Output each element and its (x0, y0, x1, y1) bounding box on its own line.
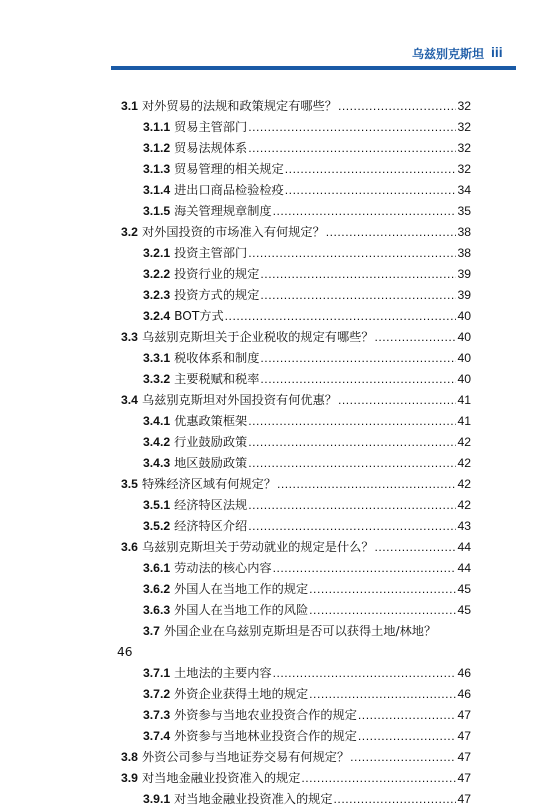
toc-entry-title: 投资行业的规定 (174, 267, 260, 281)
toc-entry-page: 40 (457, 372, 471, 386)
toc-entry-page: 41 (457, 393, 471, 407)
toc-entry-label (121, 96, 337, 117)
toc-entry-number: 3.2.1 (143, 246, 171, 260)
toc-entry-number: 3.7.1 (143, 666, 171, 680)
toc-leader-dots (277, 474, 456, 495)
toc-entry-title: 进出口商品检验检疫 (174, 183, 284, 197)
toc-entry-label (121, 474, 276, 495)
toc-entry-number: 3.7.4 (143, 729, 171, 743)
toc-entry-label (143, 558, 272, 579)
toc-entry[interactable] (121, 117, 471, 138)
toc-entry-page: 46 (457, 687, 471, 701)
toc-entry-label (143, 306, 224, 327)
toc-entry[interactable] (121, 222, 471, 243)
toc-leader-dots (248, 243, 456, 264)
toc-leader-dots (334, 789, 457, 810)
toc-entry-title: 税收体系和制度 (174, 351, 260, 365)
toc-entry-number: 3.4.2 (143, 435, 171, 449)
toc-entry-number: 3.9 (121, 771, 138, 785)
toc-entry-number: 3.6 (121, 540, 138, 554)
toc-leader-dots (273, 201, 457, 222)
toc-entry-label (143, 117, 247, 138)
toc-entry-title: 外国人在当地工作的风险 (174, 603, 309, 617)
toc-leader-dots (248, 432, 456, 453)
toc-entry-title: 贸易法规体系 (174, 141, 248, 155)
toc-entry-page: 41 (457, 414, 471, 428)
toc-entry-number: 3.7.3 (143, 708, 171, 722)
toc-entry-page: 32 (457, 99, 471, 113)
toc-entry-label (143, 579, 308, 600)
page-number: iii (491, 44, 503, 60)
toc-entry-number: 3.1.4 (143, 183, 171, 197)
toc-entry-label (143, 138, 247, 159)
toc-entry-page: 44 (457, 540, 471, 554)
toc-entry-title: 贸易管理的相关规定 (174, 162, 284, 176)
toc-entry-page: 32 (457, 162, 471, 176)
toc-entry-label (143, 684, 308, 705)
toc-entry-number: 3.6.1 (143, 561, 171, 575)
toc-entry-label (143, 789, 333, 810)
toc-entry[interactable] (121, 684, 471, 705)
toc-leader-dots (309, 579, 456, 600)
toc-leader-dots (358, 705, 457, 726)
toc-entry-label (143, 726, 357, 747)
toc-entry-page: 39 (457, 267, 471, 281)
toc-entry[interactable] (121, 432, 471, 453)
toc-leader-dots (248, 411, 456, 432)
toc-entry-label (143, 243, 247, 264)
toc-entry-number: 3.3 (121, 330, 138, 344)
toc-entry-number: 3.1.5 (143, 204, 171, 218)
toc-entry-number: 3.3.1 (143, 351, 171, 365)
toc-entry-label (143, 159, 284, 180)
toc-entry-page: 44 (457, 561, 471, 575)
toc-leader-dots (248, 495, 456, 516)
toc-entry-number: 3.7 (143, 624, 160, 638)
toc-entry-title: 外资公司参与当地证券交易有何规定？ (141, 750, 350, 764)
toc-entry-title: 投资方式的规定 (174, 288, 260, 302)
toc-entry-title: 经济特区介绍 (174, 519, 248, 533)
toc-entry[interactable] (121, 789, 471, 810)
toc-leader-dots (309, 600, 456, 621)
toc-entry[interactable] (121, 579, 471, 600)
toc-entry[interactable] (121, 390, 471, 411)
toc-entry[interactable] (121, 369, 471, 390)
toc-entry-label (143, 285, 259, 306)
toc-entry-title: 贸易主管部门 (174, 120, 248, 134)
toc-entry-title: 土地法的主要内容 (174, 666, 272, 680)
toc-entry-page: 40 (457, 351, 471, 365)
toc-entry-title: 乌兹别克斯坦对外国投资有何优惠？ (141, 393, 337, 407)
toc-entry-number: 3.1 (121, 99, 138, 113)
toc-entry-label (143, 663, 272, 684)
toc-entry-title: BOT方式 (174, 309, 224, 323)
toc-entry[interactable] (121, 327, 471, 348)
toc-leader-dots (375, 537, 457, 558)
toc-leader-dots (273, 663, 457, 684)
toc-entry[interactable] (121, 558, 471, 579)
toc-entry[interactable] (121, 138, 471, 159)
toc-leader-dots (358, 726, 457, 747)
toc-entry[interactable] (121, 600, 471, 621)
toc-entry-title: 优惠政策框架 (174, 414, 248, 428)
toc-entry-page: 43 (457, 519, 471, 533)
toc-entry-label (143, 495, 247, 516)
toc-leader-dots (248, 516, 456, 537)
toc-entry[interactable] (121, 285, 471, 306)
toc-leader-dots (350, 747, 456, 768)
toc-entry[interactable] (121, 726, 471, 747)
toc-entry-title: 乌兹别克斯坦关于劳动就业的规定是什么？ (141, 540, 374, 554)
toc-entry-number: 3.1.1 (143, 120, 171, 134)
toc-leader-dots (309, 684, 456, 705)
toc-entry[interactable] (121, 306, 471, 327)
toc-entry[interactable] (121, 474, 471, 495)
toc-entry-label (143, 705, 357, 726)
toc-entry-label (143, 516, 247, 537)
toc-entry-title: 投资主管部门 (174, 246, 248, 260)
toc-entry[interactable] (121, 663, 471, 684)
toc-entry-page: 35 (457, 204, 471, 218)
toc-entry-number: 3.6.3 (143, 603, 171, 617)
toc-entry[interactable] (121, 411, 471, 432)
toc-entry-number: 3.5.1 (143, 498, 171, 512)
toc-entry-page: 47 (457, 771, 471, 785)
toc-leader-dots (260, 285, 456, 306)
toc-entry-label (121, 747, 349, 768)
toc-entry[interactable] (121, 516, 471, 537)
toc-entry-title: 行业鼓励政策 (174, 435, 248, 449)
toc-entry-page: 46 (117, 645, 133, 659)
toc-entry-label (143, 201, 272, 222)
toc-entry-page: 47 (457, 729, 471, 743)
toc-entry-number: 3.2.4 (143, 309, 171, 323)
toc-leader-dots (338, 390, 456, 411)
toc-entry[interactable] (121, 180, 471, 201)
toc-entry-number: 3.6.2 (143, 582, 171, 596)
toc-entry-page: 46 (457, 666, 471, 680)
toc-leader-dots (375, 327, 457, 348)
toc-entry[interactable] (121, 159, 471, 180)
toc-entry-page: 38 (457, 225, 471, 239)
toc-entry[interactable] (121, 201, 471, 222)
toc-leader-dots (248, 138, 456, 159)
toc-entry-page: 45 (457, 603, 471, 617)
toc-entry[interactable] (121, 243, 471, 264)
toc-entry-number: 3.7.2 (143, 687, 171, 701)
table-of-contents (117, 96, 471, 810)
toc-entry-number: 3.4 (121, 393, 138, 407)
toc-entry-page: 47 (457, 750, 471, 764)
toc-leader-dots (285, 180, 457, 201)
toc-entry-page: 42 (457, 477, 471, 491)
toc-entry-label (121, 537, 374, 558)
toc-entry-number: 3.2 (121, 225, 138, 239)
toc-leader-dots (248, 453, 456, 474)
toc-entry-number: 3.2.2 (143, 267, 171, 281)
toc-entry-number: 3.1.3 (143, 162, 171, 176)
toc-entry-number: 3.4.3 (143, 456, 171, 470)
toc-entry-page: 42 (457, 435, 471, 449)
toc-leader-dots (338, 96, 456, 117)
toc-entry-title: 地区鼓励政策 (174, 456, 248, 470)
toc-entry[interactable] (121, 537, 471, 558)
toc-entry-page: 38 (457, 246, 471, 260)
toc-entry[interactable] (121, 264, 471, 285)
toc-entry[interactable] (121, 768, 471, 789)
toc-leader-dots (225, 306, 457, 327)
toc-entry-title: 劳动法的核心内容 (174, 561, 272, 575)
toc-leader-dots (285, 159, 457, 180)
toc-leader-dots (260, 369, 456, 390)
toc-entry-number: 3.8 (121, 750, 138, 764)
toc-entry-label (143, 453, 247, 474)
toc-entry-title: 经济特区法规 (174, 498, 248, 512)
toc-entry-page: 40 (457, 309, 471, 323)
toc-entry-title: 主要税赋和税率 (174, 372, 260, 386)
toc-entry-label (143, 348, 259, 369)
toc-entry-continuation (117, 642, 471, 663)
toc-entry[interactable] (121, 495, 471, 516)
toc-entry[interactable] (121, 348, 471, 369)
toc-entry-number: 3.2.3 (143, 288, 171, 302)
toc-entry-label (121, 768, 300, 789)
toc-entry-label (143, 600, 308, 621)
toc-entry[interactable] (121, 96, 471, 117)
toc-entry-title: 外资企业获得土地的规定 (174, 687, 309, 701)
toc-entry-number: 3.5 (121, 477, 138, 491)
toc-leader-dots (260, 264, 456, 285)
toc-entry-page: 34 (457, 183, 471, 197)
toc-entry-page: 32 (457, 141, 471, 155)
toc-leader-dots (273, 558, 457, 579)
toc-entry-title: 对当地金融业投资准入的规定 (141, 771, 301, 785)
toc-leader-dots (260, 348, 456, 369)
toc-entry-label (143, 432, 247, 453)
toc-entry-title: 海关管理规章制度 (174, 204, 272, 218)
toc-entry-title: 对外国投资的市场准入有何规定？ (141, 225, 325, 239)
toc-entry-title: 对当地金融业投资准入的规定 (174, 792, 333, 806)
toc-entry-page: 32 (457, 120, 471, 134)
toc-leader-dots (301, 768, 456, 789)
toc-entry-page: 40 (457, 330, 471, 344)
toc-entry[interactable] (121, 621, 471, 642)
toc-entry-number: 3.5.2 (143, 519, 171, 533)
toc-leader-dots (248, 117, 456, 138)
toc-entry[interactable] (121, 705, 471, 726)
toc-entry-label (121, 222, 325, 243)
toc-entry[interactable] (121, 453, 471, 474)
toc-entry-number: 3.3.2 (143, 372, 171, 386)
toc-entry-page: 47 (457, 792, 471, 806)
toc-entry-page: 42 (457, 456, 471, 470)
toc-entry-title: 外资参与当地农业投资合作的规定 (174, 708, 357, 722)
toc-entry-title: 乌兹别克斯坦关于企业税收的规定有哪些？ (141, 330, 374, 344)
toc-entry[interactable] (121, 747, 471, 768)
toc-entry-number: 3.9.1 (143, 792, 171, 806)
header-title: 乌兹别克斯坦 (411, 47, 484, 61)
toc-entry-title: 外国企业在乌兹别克斯坦是否可以获得土地/林地？ (163, 624, 437, 638)
toc-entry-title: 特殊经济区域有何规定？ (141, 477, 277, 491)
toc-leader-dots (326, 222, 457, 243)
toc-entry-label (143, 180, 284, 201)
toc-entry-label (121, 327, 374, 348)
header-rule (111, 66, 516, 70)
toc-entry-title: 外国人在当地工作的规定 (174, 582, 309, 596)
toc-entry-label (121, 390, 337, 411)
toc-entry-label (143, 369, 259, 390)
toc-entry-page: 47 (457, 708, 471, 722)
toc-entry-number: 3.1.2 (143, 141, 171, 155)
toc-entry-title: 对外贸易的法规和政策规定有哪些？ (141, 99, 337, 113)
toc-entry-label (143, 264, 259, 285)
toc-entry-page: 42 (457, 498, 471, 512)
toc-entry-page: 45 (457, 582, 471, 596)
toc-entry-number: 3.4.1 (143, 414, 171, 428)
toc-entry-title: 外资参与当地林业投资合作的规定 (174, 729, 357, 743)
toc-entry-label (143, 411, 247, 432)
toc-entry-page: 39 (457, 288, 471, 302)
